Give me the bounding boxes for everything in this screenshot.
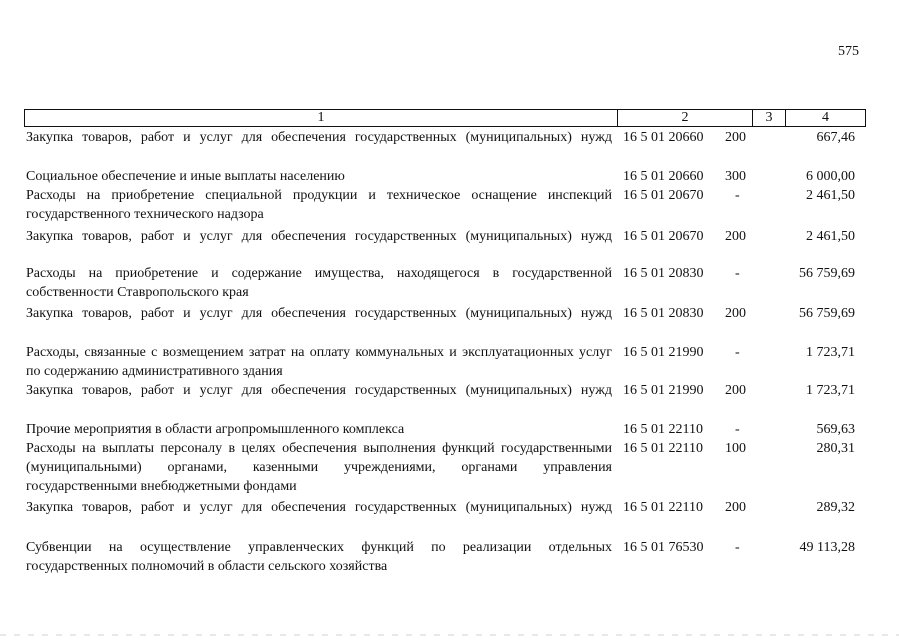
row-amount: 2 461,50 — [806, 188, 855, 203]
row-code: 16 5 01 20830 — [623, 306, 704, 321]
row-type: - — [735, 422, 740, 437]
row-code: 16 5 01 22110 — [623, 500, 703, 515]
row-type: 200 — [725, 500, 746, 515]
row-amount: 1 723,71 — [806, 345, 855, 360]
row-description: Социальное обеспечение и иные выплаты населению — [26, 169, 345, 184]
page-number: 575 — [838, 44, 859, 59]
row-type: 300 — [725, 169, 746, 184]
row-description: Расходы на выплаты персоналу в целях обеспечения выполнения функций государственными (муниципальными) органами, казенными учреждениями, органами управления государственными внебюджетными фондами — [26, 441, 612, 494]
row-type: - — [735, 345, 740, 360]
row-amount: 6 000,00 — [806, 169, 855, 184]
row-code: 16 5 01 22110 — [623, 441, 703, 456]
row-type: 100 — [725, 441, 746, 456]
row-type: 200 — [725, 306, 746, 321]
row-code: 16 5 01 22110 — [623, 422, 703, 437]
row-description: Закупка товаров, работ и услуг для обеспечения государственных (муниципальных) нужд — [26, 500, 612, 515]
row-description: Расходы на приобретение специальной продукции и техническое оснащение инспекций государственного технического надзора — [26, 188, 612, 222]
header-col-3: 3 — [753, 110, 786, 126]
row-type: - — [735, 188, 740, 203]
row-description: Закупка товаров, работ и услуг для обеспечения государственных (муниципальных) нужд — [26, 229, 612, 244]
row-description: Субвенции на осуществление управленческих функций по реализации отдельных государственных полномочий в области сельского хозяйства — [26, 540, 612, 574]
row-description: Прочие мероприятия в области агропромышленного комплекса — [26, 422, 405, 437]
row-code: 16 5 01 21990 — [623, 383, 704, 398]
row-code: 16 5 01 20830 — [623, 266, 704, 281]
row-type: 200 — [725, 383, 746, 398]
row-code: 16 5 01 20660 — [623, 130, 704, 145]
row-code: 16 5 01 20670 — [623, 229, 704, 244]
table-header — [24, 109, 866, 127]
row-description: Расходы на приобретение и содержание имущества, находящегося в государственной собственности Ставропольского края — [26, 266, 612, 300]
row-code: 16 5 01 20670 — [623, 188, 704, 203]
scan-edge-noise — [0, 634, 899, 636]
row-type: 200 — [725, 229, 746, 244]
row-type: 200 — [725, 130, 746, 145]
row-code: 16 5 01 21990 — [623, 345, 704, 360]
row-amount: 667,46 — [816, 130, 855, 145]
row-description: Закупка товаров, работ и услуг для обеспечения государственных (муниципальных) нужд — [26, 130, 612, 145]
row-amount: 56 759,69 — [799, 266, 855, 281]
row-description: Закупка товаров, работ и услуг для обеспечения государственных (муниципальных) нужд — [26, 383, 612, 398]
row-description: Закупка товаров, работ и услуг для обеспечения государственных (муниципальных) нужд — [26, 306, 612, 321]
row-amount: 289,32 — [816, 500, 855, 515]
row-amount: 49 113,28 — [799, 540, 855, 555]
header-col-1: 1 — [25, 110, 618, 126]
row-code: 16 5 01 76530 — [623, 540, 704, 555]
row-description: Расходы, связанные с возмещением затрат на оплату коммунальных и эксплуатационных услуг по содержанию административного здания — [26, 345, 612, 379]
row-type: - — [735, 540, 740, 555]
row-amount: 1 723,71 — [806, 383, 855, 398]
row-amount: 280,31 — [816, 441, 855, 456]
header-col-2: 2 — [618, 110, 753, 126]
header-col-4: 4 — [822, 110, 829, 125]
row-amount: 569,63 — [816, 422, 855, 437]
row-amount: 2 461,50 — [806, 229, 855, 244]
row-code: 16 5 01 20660 — [623, 169, 704, 184]
row-amount: 56 759,69 — [799, 306, 855, 321]
row-type: - — [735, 266, 740, 281]
